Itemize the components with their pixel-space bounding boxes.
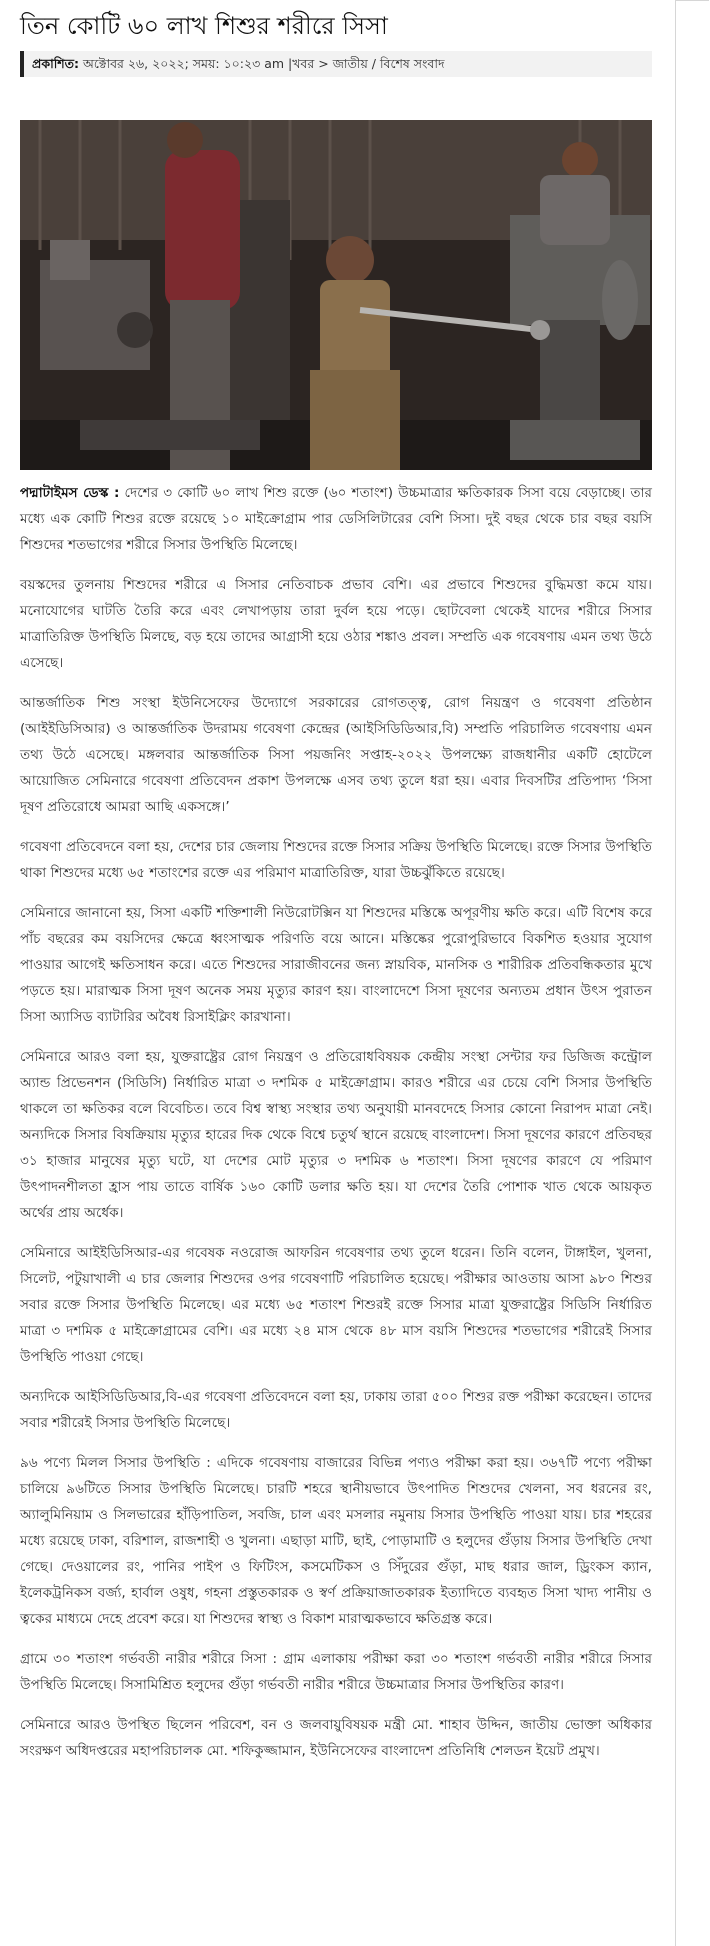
article-paragraph: গ্রামে ৩০ শতাংশ গর্ভবতী নারীর শরীরে সিসা : গ্রাম এলাকায় পরীক্ষা করা ৩০ শতাংশ গর্ভবতী নারীর শরীরে সিসার উপস্থিতি মিলেছে। সিসামিশ্রিত হলুদের গুঁড়া গর্ভবতী নারীর শরীরে উচ্চমাত্রার সিসার উপস্থিতির কারণ।: [20, 1651, 652, 1693]
category-breadcrumb[interactable]: |খবর > জাতীয় / বিশেষ সংবাদ: [288, 56, 445, 71]
lead-paragraph: [20, 480, 652, 558]
right-column-divider: [675, 0, 676, 1946]
byline: পদ্মাটাইমস ডেস্ক :: [20, 485, 120, 501]
article-paragraph: সেমিনারে জানানো হয়, সিসা একটি শক্তিশালী নিউরোটক্সিন যা শিশুদের মস্তিষ্কে অপূরণীয় ক্ষতি করে। এটি বিশেষ করে পাঁচ বছরের কম বয়সিদের ক্ষেত্রে ধ্বংসাত্মক পরিণতি বয়ে আনে। মস্তিষ্কের পুরোপুরিভাবে বিকশিত হওয়ার সুযোগ পাওয়ার আগেই ক্ষতিসাধন করে। এতে শিশুদের সারাজীবনের জন্য স্নায়বিক, মানসিক ও শারীরিক প্রতিবন্ধিকতার মুখে পড়তে হয়। মারাত্মক সিসা দূষণ অনেক সময় মৃত্যুর কারণ হয়। বাংলাদেশে সিসা দূষণের অন্যতম প্রধান উৎস পুরাতন সিসা অ্যাসিড ব্যাটারির অবৈধ রিসাইক্লিং কারখানা।: [20, 905, 652, 1025]
article-container: [20, 0, 652, 1778]
published-datetime: অক্টোবর ২৬, ২০২২; সময়: ১০:২৩ am: [83, 56, 285, 71]
published-label: প্রকাশিত:: [32, 56, 80, 71]
article-paragraph: অন্যদিকে আইসিডিডিআর,বি-এর গবেষণা প্রতিবেদনে বলা হয়, ঢাকায় তারা ৫০০ শিশুর রক্ত পরীক্ষা করেছেন। তাদের সবার শরীরেই সিসার উপস্থিতি মিলেছে।: [20, 1389, 652, 1431]
page-title: তিন কোটি ৬০ লাখ শিশুর শরীরে সিসা: [20, 12, 388, 40]
article-paragraph: গবেষণা প্রতিবেদনে বলা হয়, দেশের চার জেলায় শিশুদের রক্তে সিসার সক্রিয় উপস্থিতি মিলেছে। রক্তে সিসার উপস্থিতি থাকা শিশুদের মধ্যে ৬৫ শতাংশের রক্তে এর পরিমাণ মাত্রাতিরিক্ত, যারা উচ্চঝুঁকিতে রয়েছে।: [20, 839, 652, 881]
article-paragraph: বয়স্কদের তুলনায় শিশুদের শরীরে এ সিসার নেতিবাচক প্রভাব বেশি। এর প্রভাবে শিশুদের বুদ্ধিমত্তা কমে যায়। মনোযোগের ঘাটতি তৈরি করে এবং লেখাপড়ায় তারা দুর্বল হয়ে পড়ে। ছোটবেলা থেকেই যাদের শরীরে সিসার মাত্রাতিরিক্ত উপস্থিতি মিলছে, বড় হয়ে তাদের আগ্রাসী হয়ে ওঠার শঙ্কাও প্রবল। সম্প্রতি এক গবেষণায় এমন তথ্য উঠে এসেছে।: [20, 577, 652, 671]
article-photo: [20, 120, 652, 470]
meta-bar: [20, 51, 652, 77]
top-border-line: [675, 0, 709, 1]
article-paragraph: ৯৬ পণ্যে মিলল সিসার উপস্থিতি : এদিকে গবেষণায় বাজারের বিভিন্ন পণ্যও পরীক্ষা করা হয়। ৩৬৭টি পণ্যে পরীক্ষা চালিয়ে ৯৬টিতে সিসার উপস্থিতি মিলেছে। চারটি শহরে স্থানীয়ভাবে উৎপাদিত শিশুদের খেলনা, সব ধরনের রং, অ্যালুমিনিয়াম ও সিলভারের হাঁড়িপাতিল, সবজি, চাল এবং মসলার নমুনায় সিসার উপস্থিতি পাওয়া যায়। চার শহরের মধ্যে রয়েছে ঢাকা, বরিশাল, রাজশাহী ও খুলনা। এছাড়া মাটি, ছাই, পোড়ামাটি ও হলুদের গুঁড়ায় সিসার উপস্থিতি দেখা গেছে। দেওয়ালের রং, পানির পাইপ ও ফিটিংস, কসমেটিকস ও সিঁদুরের গুঁড়া, মাছ ধরার জাল, ড্রিংকস ক্যান, ইলেকট্রনিকস বর্জ্য, হার্বাল ওষুধ, গহনা প্রস্তুতকারক ও স্বর্ণ প্রক্রিয়াজাতকারক ইত্যাদিতে ব্যবহৃত সিসা খাদ্য পানীয় ও ত্বকের মাধ্যমে দেহে প্রবেশ করে। যা শিশুদের স্বাস্থ্য ও বিকাশ মারাত্মকভাবে ক্ষতিগ্রস্ত করে।: [20, 1455, 653, 1627]
article-paragraph: আন্তর্জাতিক শিশু সংস্থা ইউনিসেফের উদ্যোগে সরকারের রোগতত্ত্ব, রোগ নিয়ন্ত্রণ ও গবেষণা প্রতিষ্ঠান (আইইডিসিআর) ও আন্তর্জাতিক উদরাময় গবেষণা কেন্দ্রের (আইসিডিডিআর,বি) সম্প্রতি পরিচালিত গবেষণায় এমন তথ্য উঠে এসেছে। মঙ্গলবার আন্তর্জাতিক সিসা পয়জনিং সপ্তাহ-২০২২ উপলক্ষ্যে রাজধানীর একটি হোটেলে আয়োজিত সেমিনারে গবেষণা প্রতিবেদন প্রকাশ উপলক্ষে এসব তথ্য তুলে ধরা হয়। এবার দিবসটির প্রতিপাদ্য ‘সিসা দূষণ প্রতিরোধে আমরা আছি একসঙ্গে।’: [20, 695, 653, 815]
lead-text: দেশের ৩ কোটি ৬০ লাখ শিশু রক্তে (৬০ শতাংশ) উচ্চমাত্রার ক্ষতিকারক সিসা বয়ে বেড়াচ্ছে। তার মধ্যে এক কোটি শিশুর রক্তে রয়েছে ১০ মাইক্রোগ্রাম পার ডেসিলিটারের বেশি সিসা। দুই বছর থেকে চার বছর বয়সি শিশুদের শতভাগের শরীরে সিসার উপস্থিতি মিলেছে।: [20, 485, 653, 553]
article-paragraph: সেমিনারে আইইডিসিআর-এর গবেষক নওরোজ আফরিন গবেষণার তথ্য তুলে ধরেন। তিনি বলেন, টাঙ্গাইল, খুলনা, সিলেট, পটুয়াখালী এ চার জেলার শিশুদের ওপর গবেষণাটি পরিচালিত হয়েছে। পরীক্ষার আওতায় আসা ৯৮০ শিশুর সবার রক্তে সিসার উপস্থিতি মিলেছে। এর মধ্যে ৬৫ শতাংশ শিশুরই রক্তে সিসার মাত্রা যুক্তরাষ্ট্রের সিডিসি নির্ধারিত মাত্রা ৩ দশমিক ৫ মাইক্রোগ্রামের বেশি। এর মধ্যে ২৪ মাস থেকে ৪৮ মাস বয়সি শিশুদের শতভাগের শরীরেই সিসার উপস্থিতি পাওয়া গেছে।: [20, 1245, 652, 1365]
article-paragraph: সেমিনারে আরও বলা হয়, যুক্তরাষ্ট্রের রোগ নিয়ন্ত্রণ ও প্রতিরোধবিষয়ক কেন্দ্রীয় সংস্থা সেন্টার ফর ডিজিজ কন্ট্রোল অ্যান্ড প্রিভেনশন (সিডিসি) নির্ধারিত মাত্রা ৩ দশমিক ৫ মাইক্রোগ্রাম। কারও শরীরে এর চেয়ে বেশি সিসার উপস্থিতি থাকলে তা ক্ষতিকর বলে বিবেচিত। তবে বিশ্ব স্বাস্থ্য সংস্থার তথ্য অনুযায়ী মানবদেহে সিসার কোনো নিরাপদ মাত্রা নেই। অন্যদিকে সিসার বিষক্রিয়ায় মৃত্যুর হারের দিক থেকে বিশ্বে চতুর্থ স্থানে রয়েছে বাংলাদেশ। সিসা দূষণের কারণে প্রতিবছর ৩১ হাজার মানুষের মৃত্যু ঘটে, যা দেশের মোট মৃত্যুর ৩ দশমিক ৬ শতাংশ। সিসা দূষণের কারণে যে পরিমাণ উৎপাদনশীলতা হ্রাস পায় তাতে বার্ষিক ১৬০ কোটি ডলার ক্ষতি হয়। যা দেশের তৈরি পোশাক খাত থেকে আয়কৃত অর্থের প্রায় অর্ধেক।: [20, 1049, 652, 1221]
article-body: [20, 480, 652, 1764]
article-paragraph: সেমিনারে আরও উপস্থিত ছিলেন পরিবেশ, বন ও জলবায়ুবিষয়ক মন্ত্রী মো. শাহাব উদ্দিন, জাতীয় ভোক্তা অধিকার সংরক্ষণ অধিদপ্তরের মহাপরিচালক মো. শফিকুজ্জামান, ইউনিসেফের বাংলাদেশ প্রতিনিধি শেলডন ইয়েট প্রমুখ।: [20, 1717, 652, 1759]
